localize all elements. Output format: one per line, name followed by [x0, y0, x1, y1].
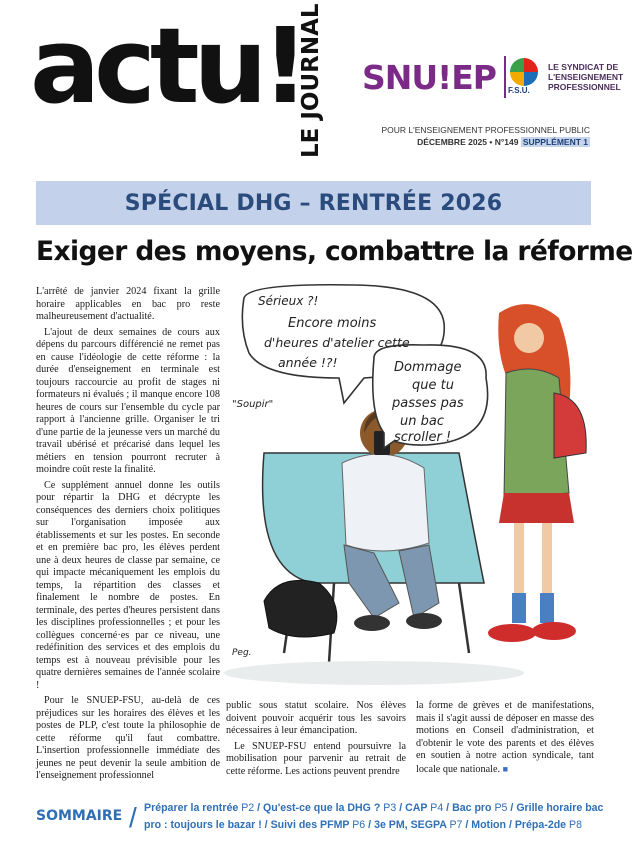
fsu-label: F.S.U. [507, 86, 530, 95]
sommaire-items: Préparer la rentrée P2 / Qu'est-ce que la DHG ? P3 / CAP P4 / Bac pro P5 / Grille horaire bac pro : toujours le bazar ! / Suivi des PFMP P6 / 3e PM, SEGPA P7 / Motion / Prépa-2de P8 [144, 802, 604, 831]
fsu-logo-icon [504, 56, 540, 98]
article-column-2 [226, 700, 406, 781]
toc-item[interactable]: 3e PM, SEGPA P7 [374, 819, 463, 831]
toc-item[interactable]: Préparer la rentrée P2 [144, 802, 255, 814]
sigh-text: "Soupir" [232, 399, 274, 410]
masthead [0, 0, 626, 168]
bubble-girl-text-4: un bac [400, 414, 444, 429]
bubble-girl-text-1: Dommage [394, 360, 462, 375]
bubble-boy-text-4: année !?! [278, 355, 338, 370]
toc-item[interactable]: CAP P4 [405, 802, 444, 814]
artist-signature: Peg. [232, 648, 252, 658]
publication-info [381, 124, 590, 148]
paragraph: Le SNUEP-FSU entend poursuivre la mobilisation pour parvenir au retrait de cette réforme. Les actions peuvent prendre [226, 740, 406, 777]
headline: Exiger des moyens, combattre la réforme [36, 236, 633, 267]
paragraph: la forme de grèves et de manifestations, mais il s'agit aussi de déposer en masse des motions en Conseil d'administration, et d'obtenir le vote des parents et des élèves en soutien à notre action syndicale, tant locale que nationale. ■ [416, 700, 594, 775]
org-tagline: LE SYNDICAT DE L'ENSEIGNEMENT PROFESSIONNEL [547, 62, 624, 92]
end-mark: ■ [502, 763, 508, 774]
snuep-logo: SNU!EP [362, 57, 496, 97]
toc-item[interactable]: Suivi des PFMP P6 [270, 819, 366, 831]
journal-title: actu! [30, 5, 304, 127]
paragraph: Ce supplément annuel donne les outils pour répartir la DHG et décrypte les conséquences des derniers choix politiques sur l'organisation imposée aux établissements et sur les postes. En seconde et en première bac pro, les élèves perdent une à deux heures de classe par semaine, ce qui impacte mécaniquement les emplois du temps, la répartition des classes et finalement le nombre de postes. En terminale, des pertes d'heures persistent dans les disciplines professionnelles ; et pour les collègues concerné·es par ce niveau, une redéfinition des services et des emplois du temps est à nouveau prévisible pour les quatre dernières semaines de l'année scolaire ! [36, 479, 220, 691]
issue-date: DÉCEMBRE 2025 • N°149 [417, 137, 519, 147]
bubble-boy-text-1: Sérieux ?! [258, 294, 319, 308]
banner-label: SPÉCIAL DHG – RENTRÉE 2026 [124, 190, 503, 216]
article-column-1 [36, 286, 221, 781]
special-banner [36, 181, 591, 225]
girl-figure [488, 304, 586, 642]
bubble-girl-text-5: scroller ! [394, 430, 452, 445]
toc-item[interactable]: Bac pro P5 [452, 802, 508, 814]
sommaire-title: SOMMAIRE [36, 808, 123, 824]
bubble-boy-text-3: d'heures d'atelier cette [264, 335, 410, 350]
bubble-girl-text-2: que tu [412, 378, 454, 393]
toc-item[interactable]: Qu'est-ce que la DHG ? P3 [263, 802, 397, 814]
article-column-3 [416, 700, 594, 779]
pub-line: POUR L'ENSEIGNEMENT PROFESSIONNEL PUBLIC [381, 125, 590, 135]
toc-item[interactable]: Motion [471, 819, 506, 831]
sommaire-divider: / [129, 802, 137, 833]
journal-subtitle: LE JOURNAL [298, 3, 324, 158]
table-of-contents [36, 798, 604, 844]
paragraph: L'ajout de deux semaines de cours aux dépens du parcours différencié ne remet pas en cause l'idéologie de cette réforme : la durée d'enseignement en terminale est toujours raccourcie au profit de stages ni formateurs ni évalués ; il manque encore 108 heures de cours sur l'ensemble du cycle par rapport à l'ancienne grille. Organiser le tri d'une partie de la jeunesse vers un marché du travail ubérisé et précarisé dans lequel les métiers en tension pourront recruter à moindre coût reste la finalité. [36, 326, 221, 475]
toc-item[interactable]: Grille horaire bac pro : toujours le bazar ! [144, 802, 604, 831]
cartoon-illustration [224, 283, 596, 695]
backpack-ground [264, 580, 337, 637]
toc-item[interactable]: Prépa-2de P8 [514, 819, 582, 831]
paragraph: L'arrêté de janvier 2024 fixant la grille horaire applicables en bac pro reste malheureusement d'actualité. [36, 286, 220, 322]
bubble-girl-text-3: passes pas [392, 396, 464, 411]
paragraph: Pour le SNUEP-FSU, au-delà de ces préjudices sur les horaires des élèves et les postes de PLP, c'est toute la philosophie de cette réforme qu'il faut combattre. L'insertion professionnelle immédiate des jeunes ne peut devenir la seule ambition de l'enseignement professionnel [36, 695, 220, 781]
paragraph: public sous statut scolaire. Nos élèves doivent pouvoir acquérir tous les savoirs nécessaires à leur émancipation. [226, 700, 406, 736]
supplement-badge: SUPPLÉMENT 1 [522, 137, 588, 147]
org-brand [362, 56, 638, 98]
issue-line [381, 136, 590, 148]
bubble-boy-text-2: Encore moins [288, 316, 377, 331]
